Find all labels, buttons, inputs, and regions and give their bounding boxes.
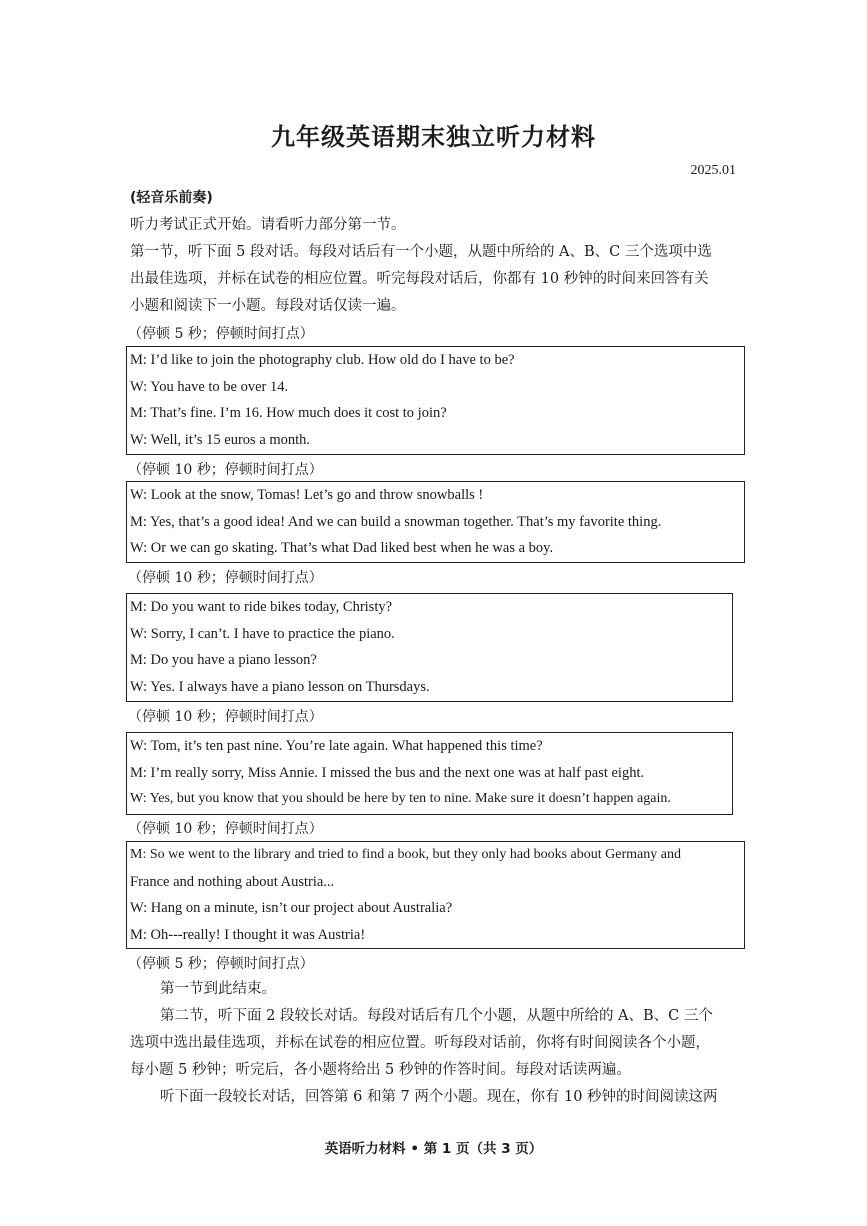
dialogue-line: M: I’m really sorry, Miss Annie. I missed the bus and the next one was at half past eight.: [130, 765, 645, 781]
pause-note: （停顿 10 秒；停顿时间打点）: [128, 570, 323, 586]
dialogue-line: M: I’d like to join the photography club. How old do I have to be?: [130, 352, 515, 368]
section2-instruction-line: 选项中选出最佳选项，并标在试卷的相应位置。听每段对话前，你将有时间阅读各个小题，: [130, 1035, 710, 1051]
dialogue-line: W: Hang on a minute, isn’t our project about Australia?: [130, 900, 453, 916]
dialogue-line: W: Yes, but you know that you should be here by ten to nine. Make sure it doesn’t happen again.: [130, 791, 671, 806]
dialogue-line: W: Tom, it’s ten past nine. You’re late again. What happened this time?: [130, 738, 543, 754]
dialogue-box-5: [126, 841, 745, 949]
pause-note: （停顿 5 秒；停顿时间打点）: [128, 326, 314, 342]
dialogue-line: W: Look at the snow, Tomas! Let’s go and throw snowballs !: [130, 487, 484, 503]
page-title: 九年级英语期末独立听力材料: [271, 123, 596, 151]
section1-instruction-line: 第一节，听下面 5 段对话。每段对话后有一个小题，从题中所给的 A、B、C 三个选项中选: [130, 244, 712, 260]
start-notice: 听力考试正式开始。请看听力部分第一节。: [130, 217, 406, 233]
section1-instruction-line: 小题和阅读下一小题。每段对话仅读一遍。: [130, 298, 406, 314]
dialogue-line: M: So we went to the library and tried to find a book, but they only had books about Germany and: [130, 847, 681, 862]
dialogue-box-3: [126, 593, 733, 702]
dialogue-line: W: Well, it’s 15 euros a month.: [130, 432, 311, 448]
pause-note: （停顿 5 秒；停顿时间打点）: [128, 956, 314, 972]
pause-note: （停顿 10 秒；停顿时间打点）: [128, 462, 323, 478]
dialogue-line: W: You have to be over 14.: [130, 379, 289, 395]
pause-note: （停顿 10 秒；停顿时间打点）: [128, 821, 323, 837]
dialogue-line: M: That’s fine. I’m 16. How much does it cost to join?: [130, 405, 447, 421]
dialogue-line: M: Do you have a piano lesson?: [130, 652, 317, 668]
document-date: 2025.01: [690, 163, 736, 178]
dialogue-line: M: Do you want to ride bikes today, Christy?: [130, 599, 393, 615]
dialogue-line: W: Yes. I always have a piano lesson on Thursdays.: [130, 679, 430, 695]
dialogue-line: France and nothing about Austria...: [130, 874, 335, 890]
section2-instruction-line: 每小题 5 秒钟；听完后，各小题将给出 5 秒钟的作答时间。每段对话读两遍。: [130, 1062, 631, 1078]
dialogue-line: W: Or we can go skating. That’s what Dad liked best when he was a boy.: [130, 540, 554, 556]
music-prelude: (轻音乐前奏): [130, 190, 213, 206]
pause-note: （停顿 10 秒；停顿时间打点）: [128, 709, 323, 725]
dialogue-line: W: Sorry, I can’t. I have to practice the piano.: [130, 626, 395, 642]
dialogue-box-2: [126, 481, 745, 563]
section1-instruction-line: 出最佳选项，并标在试卷的相应位置。听完每段对话后，你都有 10 秒钟的时间来回答有关: [130, 271, 709, 287]
section2-instruction-line: 第二节，听下面 2 段较长对话。每段对话后有几个小题，从题中所给的 A、B、C 三个: [160, 1008, 713, 1024]
dialogue-line: M: Oh---really! I thought it was Austria!: [130, 927, 366, 943]
section1-end: 第一节到此结束。: [160, 981, 276, 997]
dialogue-box-4: [126, 732, 733, 815]
page-footer: 英语听力材料 • 第 1 页（共 3 页）: [324, 1141, 543, 1157]
dialogue-line: M: Yes, that’s a good idea! And we can build a snowman together. That’s my favorite thing.: [130, 514, 662, 530]
next-dialogue-intro: 听下面一段较长对话，回答第 6 和第 7 两个小题。现在，你有 10 秒钟的时间阅读这两: [160, 1089, 718, 1105]
dialogue-box-1: [126, 346, 745, 455]
